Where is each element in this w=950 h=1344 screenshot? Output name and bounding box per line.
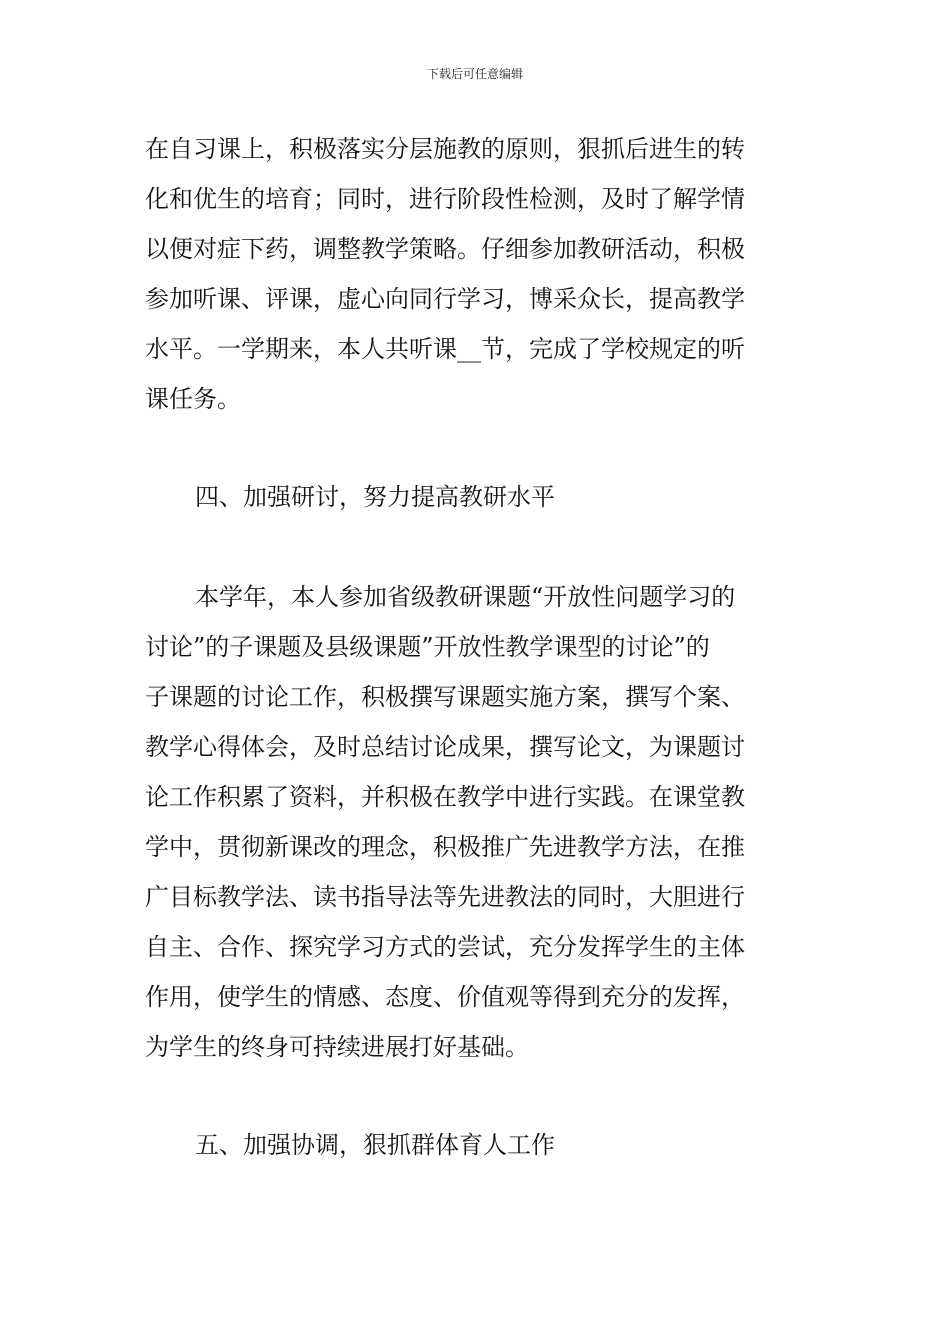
page-header: 下载后可任意编辑 xyxy=(426,67,523,81)
text-line: 教学心得体会，及时总结讨论成果，撰写论文，为课题讨 xyxy=(145,733,745,761)
text-line: 以便对症下药，调整教学策略。仔细参加教研活动，积极 xyxy=(145,235,745,263)
text-line: 为学生的终身可持续进展打好基础。 xyxy=(145,1033,529,1061)
text-line: 自主、合作、探究学习方式的尝试，充分发挥学生的主体 xyxy=(145,933,745,961)
text-line: 本学年，本人参加省级教研课题“开放性问题学习的 xyxy=(195,583,736,611)
text-line: 化和优生的培育；同时，进行阶段性检测，及时了解学情 xyxy=(145,185,745,213)
text-line: 课任务。 xyxy=(145,385,241,413)
text-line: 子课题的讨论工作，积极撰写课题实施方案，撰写个案、 xyxy=(145,683,745,711)
section-heading-4: 四、加强研讨，努力提高教研水平 xyxy=(195,483,555,511)
text-line: 参加听课、评课，虚心向同行学习，博采众长，提高教学 xyxy=(145,285,745,313)
text-line: 学中，贯彻新课改的理念，积极推广先进教学方法，在推 xyxy=(145,833,745,861)
text-line: 水平。一学期来，本人共听课__节，完成了学校规定的听 xyxy=(145,335,745,363)
text-line: 讨论”的子课题及县级课题”开放性教学课型的讨论”的 xyxy=(145,633,710,661)
text-line: 在自习课上，积极落实分层施教的原则，狠抓后进生的转 xyxy=(145,135,745,163)
text-line: 广目标教学法、读书指导法等先进教法的同时，大胆进行 xyxy=(145,883,745,911)
section-heading-5: 五、加强协调，狠抓群体育人工作 xyxy=(195,1131,555,1159)
text-line: 作用，使学生的情感、态度、价值观等得到充分的发挥， xyxy=(145,983,745,1011)
text-line: 论工作积累了资料，并积极在教学中进行实践。在课堂教 xyxy=(145,783,745,811)
